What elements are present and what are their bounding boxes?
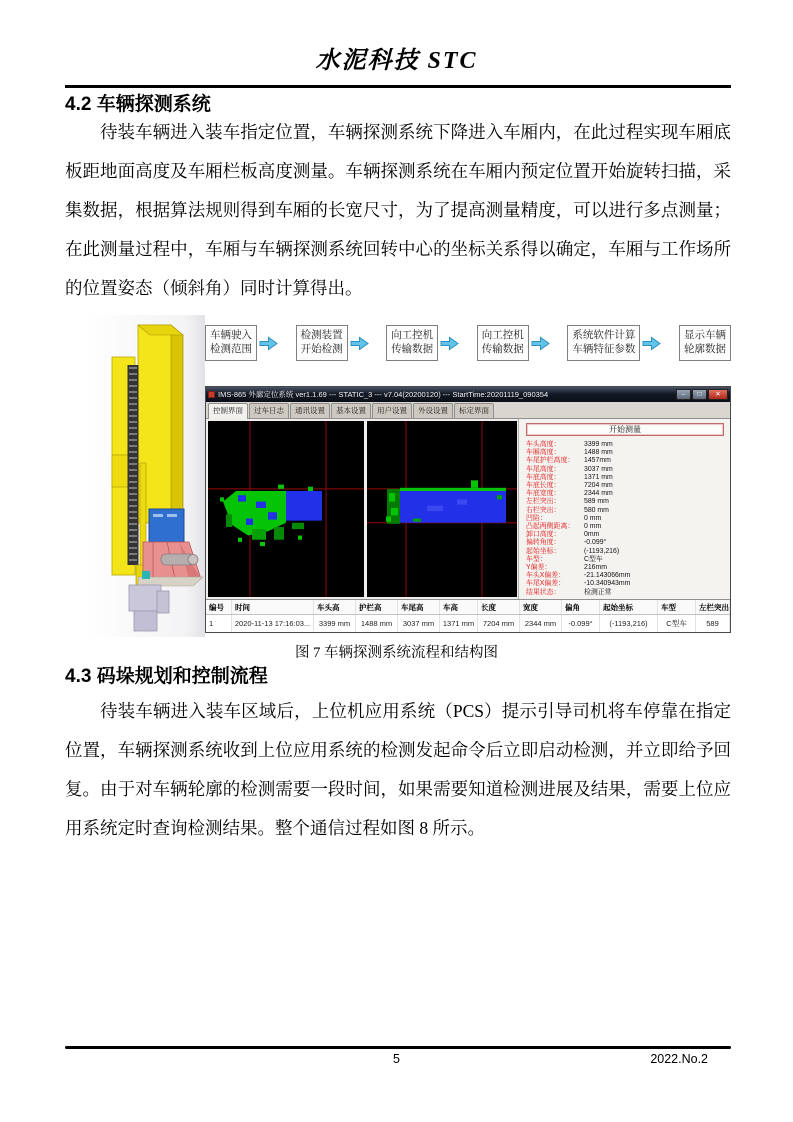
scan-view-side	[208, 421, 364, 597]
minimize-button: –	[676, 389, 691, 400]
measurement-label: 结果状态：	[526, 588, 561, 596]
process-flowchart	[205, 317, 731, 369]
figure-7	[65, 315, 731, 641]
measurement-value: 1457mm	[584, 457, 611, 465]
flowchart-step-box: 显示车辆 轮廓数据	[679, 325, 731, 360]
table-cell: 589	[696, 615, 730, 632]
measurement-value: 2344 mm	[584, 490, 613, 498]
flow-arrow-icon	[350, 336, 369, 351]
table-cell: 1	[206, 615, 232, 632]
measurement-row	[526, 507, 724, 515]
table-header-cell: 护栏高	[356, 600, 398, 614]
window-tab: 外设设置	[413, 403, 453, 418]
measurement-label: 车型：	[526, 555, 547, 563]
flowchart-step-box: 向工控机 传输数据	[477, 325, 529, 360]
table-cell: -0.099°	[562, 615, 600, 632]
measurement-row	[526, 515, 724, 523]
flowchart-step-box: 系统软件计算 车辆特征参数	[567, 325, 640, 360]
measurement-row	[526, 457, 724, 465]
window-tab: 用户设置	[372, 403, 412, 418]
maximize-button: □	[692, 389, 707, 400]
measurement-value: 1488 mm	[584, 449, 613, 457]
table-cell: 7204 mm	[478, 615, 520, 632]
measurement-label: 偏转角度：	[526, 539, 561, 547]
footer-rule	[65, 1046, 731, 1049]
measurement-label: 车尾X偏差：	[526, 580, 566, 588]
figure-7-caption: 图 7 车辆探测系统流程和结构图	[295, 645, 498, 661]
table-header-cell: 起始坐标	[600, 600, 658, 614]
measurement-row	[526, 498, 724, 506]
flow-arrow-icon	[440, 336, 459, 351]
measurement-value: -21.143066mm	[584, 572, 631, 580]
measurement-value: 7204 mm	[584, 482, 613, 490]
measurement-row	[526, 482, 724, 490]
measurement-label: 凸起两侧距离：	[526, 523, 575, 531]
section-4-2-paragraph: 待装车辆进入装车指定位置，车辆探测系统下降进入车厢内，在此过程实现车厢底板距地面高度及车厢栏板高度测量。车辆探测系统在车厢内预定位置开始旋转扫描，采集数据，根据算法规则得到车厢的长宽尺寸，为了提高测量精度，可以进行多点测量；在此测量过程中，车厢与车辆探测系统回转中心的坐标关系得以确定，车厢与工作场所的位置姿态（倾斜角）同时计算得出。	[65, 122, 731, 298]
table-header-cell: 宽度	[520, 600, 562, 614]
flowchart-step	[296, 325, 371, 360]
measurement-label: 左栏突出：	[526, 498, 561, 506]
measurement-value: 检测正常	[584, 588, 612, 596]
measurement-row	[526, 441, 724, 449]
measurement-label: 车底高度：	[526, 473, 561, 481]
section-4-3-heading: 4.3 码垛规划和控制流程	[65, 666, 268, 687]
measurement-row	[526, 580, 724, 588]
result-table-header	[206, 600, 730, 615]
window-tab: 控制界面	[208, 403, 248, 419]
flowchart-step-box: 车辆驶入 检测范围	[205, 325, 257, 360]
flowchart-step-box: 检测装置 开始检测	[296, 325, 348, 360]
table-header-cell: 车型	[658, 600, 696, 614]
measurement-row	[526, 523, 724, 531]
measurement-label: 车底宽度：	[526, 490, 561, 498]
measurement-row	[526, 466, 724, 474]
table-header-cell: 时间	[232, 600, 314, 614]
flow-arrow-icon	[642, 336, 661, 351]
header-rule	[65, 85, 731, 88]
table-header-cell: 左栏突出	[696, 600, 730, 614]
measurement-value: 580 mm	[584, 506, 609, 514]
measurement-label: 车尾高度：	[526, 465, 561, 473]
flow-arrow-icon	[531, 336, 550, 351]
measurement-label: 车底长度：	[526, 482, 561, 490]
measurement-value: C型车	[584, 555, 603, 563]
flowchart-step	[567, 325, 663, 360]
table-header-cell: 车高	[440, 600, 478, 614]
flowchart-step	[205, 325, 280, 360]
window-tab: 过车日志	[249, 403, 289, 418]
measurement-value: (-1193,216)	[584, 547, 620, 555]
section-4-3-paragraph: 待装车辆进入装车区域后，上位机应用系统（PCS）提示引导司机将车停靠在指定位置，车辆探测系统收到上位应用系统的检测发起命令后立即启动检测，并立即给予回复。由于对车辆轮廓的检测需要一段时间，如果需要知道检测进展及结果，需要上位应用系统定时查询检测结果。整个通信过程如图 8 所示。	[65, 701, 731, 838]
app-icon	[208, 391, 215, 398]
measurement-list	[526, 441, 724, 597]
window-title: IMS-865 外廓定位系统 ver1.1.69 --- STATIC_3 --- v7.04(20200120) --- StartTime:20201119_090354	[218, 390, 549, 399]
measurement-label: 右栏突出：	[526, 506, 561, 514]
flowchart-step	[477, 325, 552, 360]
window-tabbar	[206, 402, 730, 419]
flowchart-step	[386, 325, 461, 360]
table-header-cell: 编号	[206, 600, 232, 614]
section-4-2-heading: 4.2 车辆探测系统	[65, 94, 211, 115]
table-cell: 1488 mm	[356, 615, 398, 632]
table-header-cell: 偏角	[562, 600, 600, 614]
table-cell: 3399 mm	[314, 615, 356, 632]
page-number: 5	[393, 1052, 400, 1066]
measurement-value: 589 mm	[584, 498, 609, 506]
window-tab: 标定界面	[454, 403, 494, 418]
result-table	[206, 599, 730, 632]
issue-label: 2022.No.2	[650, 1052, 708, 1066]
measurement-value: 216mm	[584, 564, 607, 572]
measurement-row	[526, 548, 724, 556]
table-header-cell: 车尾高	[398, 600, 440, 614]
measurement-value: 3037 mm	[584, 465, 613, 473]
flow-arrow-icon	[259, 336, 278, 351]
measurement-label: 卸口高度：	[526, 531, 561, 539]
measurement-value: 0mm	[584, 531, 600, 539]
measurement-label: 凹陷：	[526, 514, 547, 522]
measurement-value: -10.340943mm	[584, 580, 631, 588]
close-button: ✕	[708, 389, 728, 400]
machine-3d-model	[83, 315, 205, 637]
measurement-label: Y偏差：	[526, 564, 552, 572]
measurement-value: 0 mm	[584, 514, 602, 522]
table-cell: (-1193,216)	[600, 615, 658, 632]
flowchart-step-box: 向工控机 传输数据	[386, 325, 438, 360]
measurement-row	[526, 589, 724, 597]
scan-view-top	[367, 421, 517, 597]
measurement-row	[526, 474, 724, 482]
measurement-value: 1371 mm	[584, 473, 613, 481]
flowchart-step	[679, 325, 731, 360]
detection-software-window	[205, 386, 731, 633]
table-cell: 3037 mm	[398, 615, 440, 632]
journal-header-title: 水泥科技 STC	[315, 48, 478, 74]
window-tab: 基本设置	[331, 403, 371, 418]
measurement-label: 车头高度：	[526, 441, 561, 448]
table-cell: 2344 mm	[520, 615, 562, 632]
measurement-panel	[518, 419, 730, 599]
window-titlebar	[206, 387, 730, 402]
measurement-value: 0 mm	[584, 523, 602, 531]
table-header-cell: 长度	[478, 600, 520, 614]
table-cell: C型车	[658, 615, 696, 632]
result-table-row	[206, 615, 730, 632]
measurement-value: -0.099°	[584, 539, 607, 547]
table-cell: 1371 mm	[440, 615, 478, 632]
measurement-label: 车头X偏差：	[526, 572, 566, 580]
measurement-row	[526, 539, 724, 547]
start-measure-button: 开始测量	[526, 423, 724, 436]
table-cell: 2020-11-13 17:16:03...	[232, 615, 314, 632]
window-tab: 通讯设置	[290, 403, 330, 418]
measurement-label: 车厢高度：	[526, 449, 561, 457]
measurement-value: 3399 mm	[584, 441, 613, 448]
measurement-row	[526, 556, 724, 564]
measurement-label: 起始坐标：	[526, 547, 561, 555]
measurement-label: 车尾护栏高度：	[526, 457, 575, 465]
table-header-cell: 车头高	[314, 600, 356, 614]
